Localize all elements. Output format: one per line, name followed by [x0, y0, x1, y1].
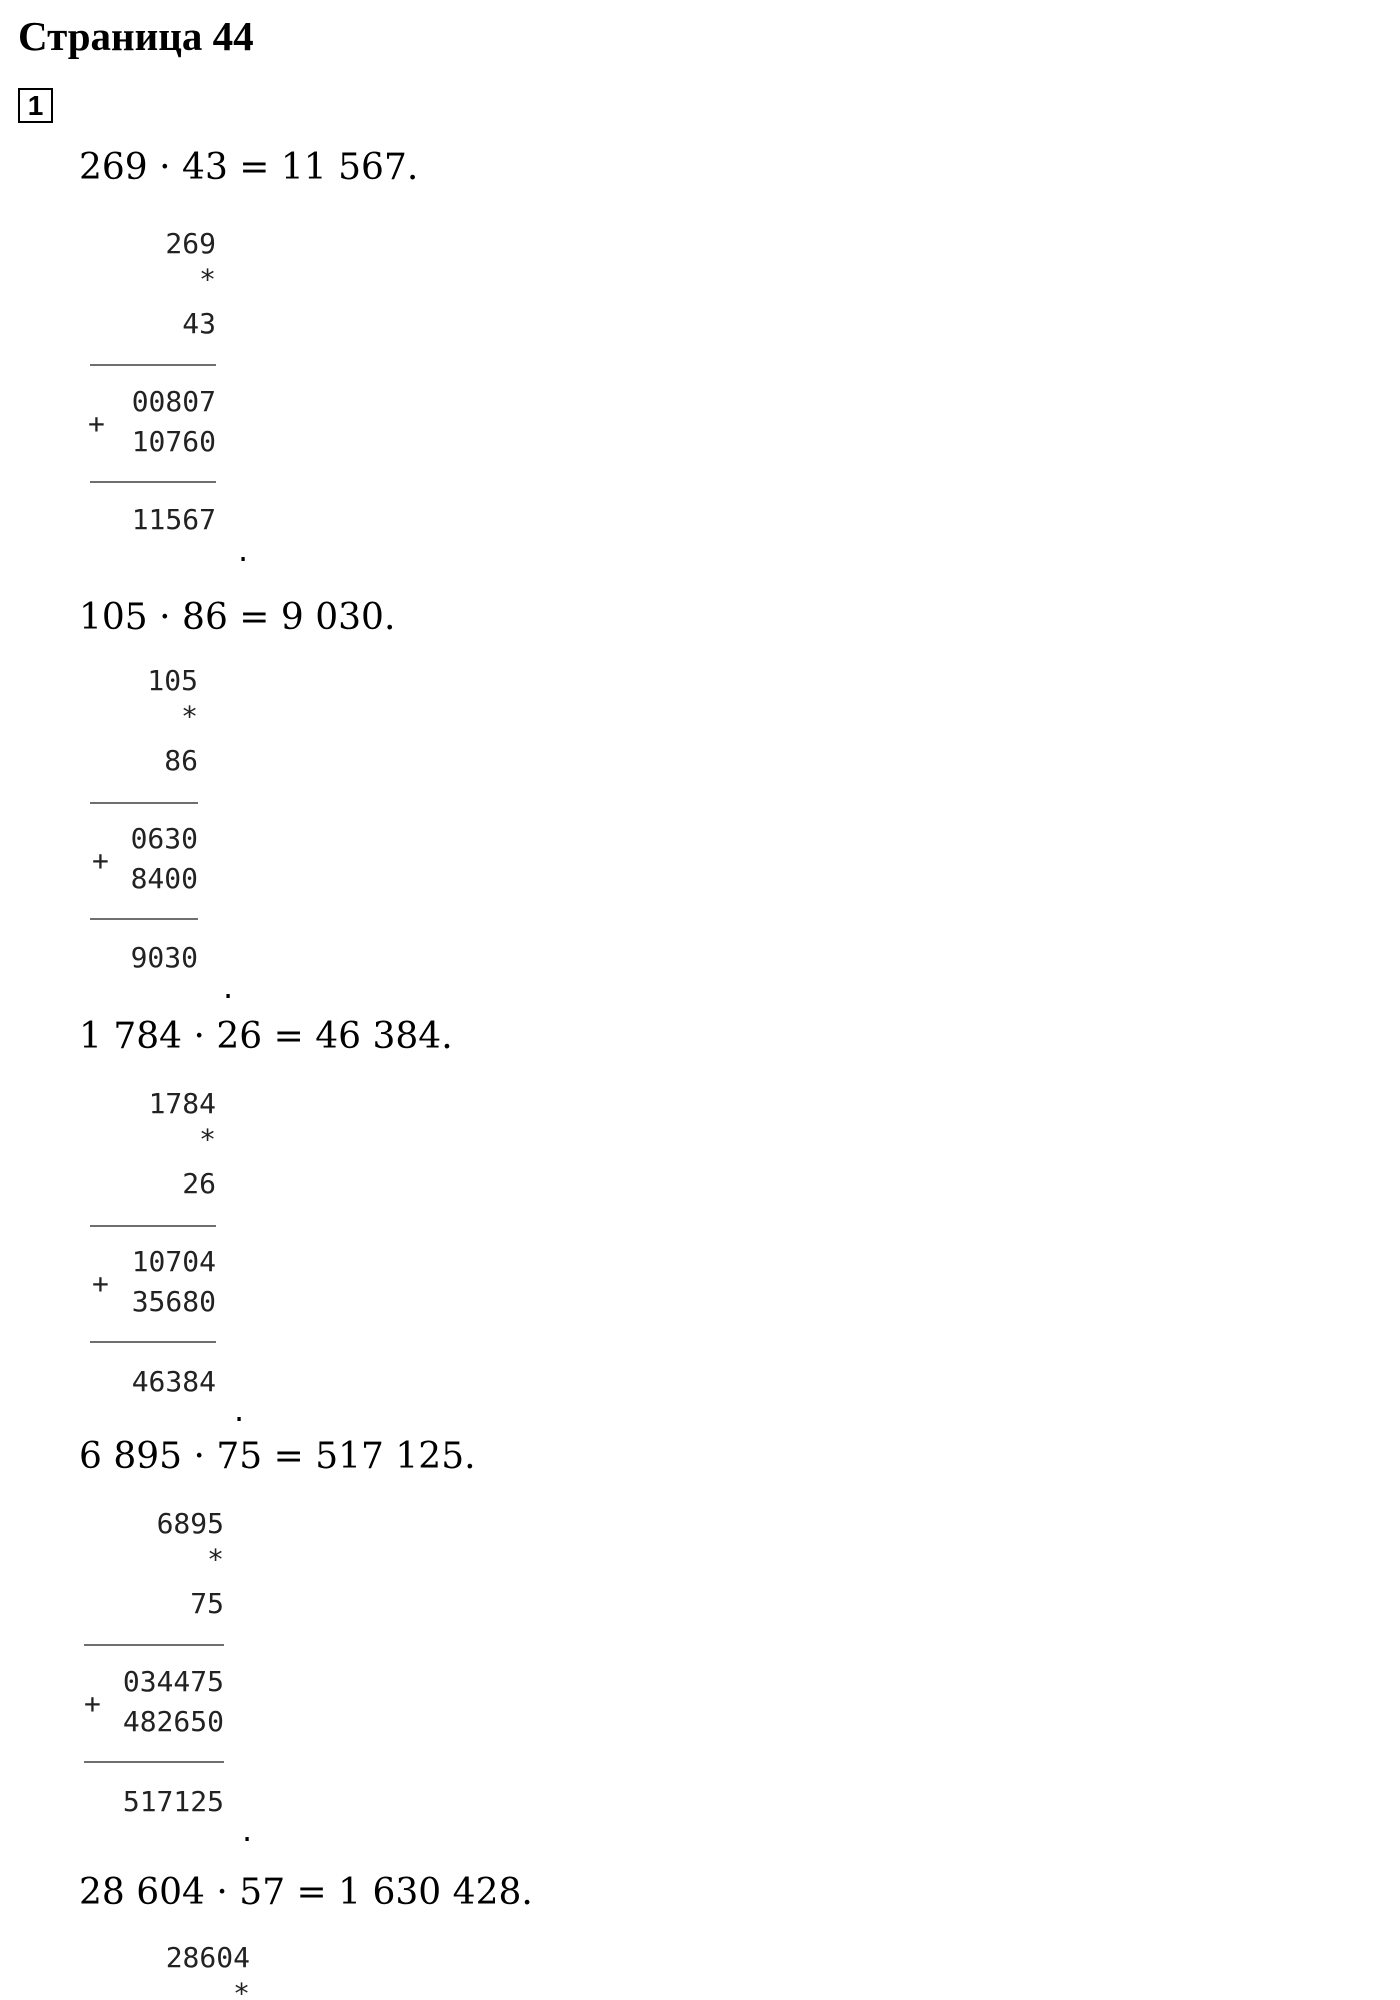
product-result: 11567 [131, 503, 216, 536]
partial-product-1: 0630 [130, 822, 198, 855]
divider-line [84, 1644, 224, 1646]
product-result: 517125 [122, 1785, 224, 1818]
multiplier: 86 [164, 744, 198, 777]
multiplicand: 1784 [148, 1087, 216, 1120]
equation-2: 105 · 86 = 9 030. [79, 597, 396, 638]
equation-1: 269 · 43 = 11 567. [79, 147, 419, 188]
multiplication-column-3 [86, 1087, 245, 1429]
multiply-sign: * [233, 1977, 250, 2000]
divider-line [90, 481, 216, 483]
product-result: 46384 [131, 1365, 216, 1398]
divider-line [90, 1225, 216, 1227]
plus-sign: + [88, 407, 105, 440]
divider-line [84, 1761, 224, 1763]
divider-line [90, 802, 198, 804]
multiplication-column-5 [86, 1942, 250, 2000]
multiplication-column-2 [86, 664, 234, 1006]
partial-product-1: 10704 [131, 1245, 216, 1278]
partial-product-2: 8400 [130, 862, 198, 895]
divider-line [90, 364, 216, 366]
multiply-sign: * [181, 700, 198, 733]
equation-3: 1 784 · 26 = 46 384. [79, 1016, 453, 1057]
equation-4: 6 895 · 75 = 517 125. [79, 1436, 476, 1477]
divider-line [90, 1341, 216, 1343]
page-title: Страница 44 [18, 13, 254, 59]
end-dot: . [234, 1391, 245, 1429]
end-dot: . [238, 531, 249, 569]
end-dot: . [242, 1811, 253, 1849]
multiply-sign: * [207, 1543, 224, 1576]
multiplier: 75 [190, 1587, 224, 1620]
equation-5: 28 604 · 57 = 1 630 428. [79, 1872, 533, 1913]
multiplicand: 6895 [156, 1507, 224, 1540]
plus-sign: + [92, 1267, 109, 1300]
multiplicand: 105 [147, 664, 198, 697]
multiplier: 43 [182, 307, 216, 340]
plus-sign: + [84, 1687, 101, 1720]
partial-product-2: 10760 [131, 425, 216, 458]
multiplicand: 269 [165, 227, 216, 260]
plus-sign: + [92, 844, 109, 877]
partial-product-2: 482650 [122, 1705, 224, 1738]
partial-product-1: 034475 [122, 1665, 224, 1698]
partial-product-1: 00807 [131, 385, 216, 418]
multiply-sign: * [199, 1123, 216, 1156]
product-result: 9030 [130, 941, 198, 974]
partial-product-2: 35680 [131, 1285, 216, 1318]
multiplicand: 28604 [165, 1942, 250, 1974]
multiplication-column-4 [84, 1507, 253, 1849]
divider-line [90, 918, 198, 920]
task-number-box: 1 [18, 88, 53, 123]
multiplication-column-1 [86, 227, 249, 569]
end-dot: . [223, 968, 234, 1006]
multiplier: 26 [182, 1167, 216, 1200]
multiply-sign: * [199, 263, 216, 296]
